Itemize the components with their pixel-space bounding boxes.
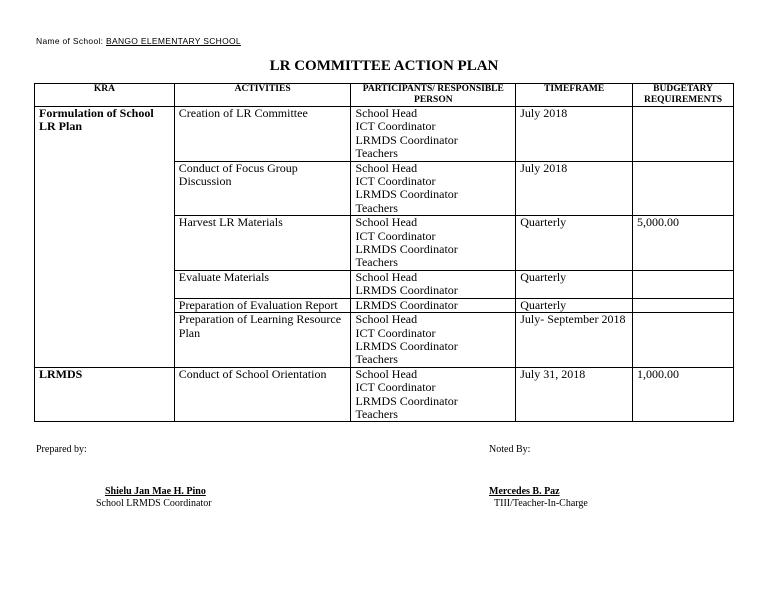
action-plan-table — [34, 83, 734, 422]
column-header-kra: KRA — [35, 84, 175, 107]
budget-cell — [633, 298, 734, 312]
kra-cell: Formulation of School LR Plan — [35, 107, 175, 368]
participant-item: School Head — [355, 160, 418, 175]
timeframe-cell: July 2018 — [516, 161, 633, 216]
activity-cell: Harvest LR Materials — [174, 216, 351, 271]
participant-item: LRMDS Coordinator — [355, 187, 458, 202]
budget-cell — [633, 107, 734, 162]
column-header-timeframe: TIMEFRAME — [516, 84, 633, 107]
participant-item: School Head — [355, 215, 418, 230]
participant-item: Teachers — [355, 146, 398, 161]
column-header-participants: PARTICIPANTS/ RESPONSIBLE PERSON — [351, 84, 516, 107]
participants-cell — [351, 216, 516, 271]
timeframe-cell: July 2018 — [516, 107, 633, 162]
participant-item: LRMDS Coordinator — [355, 297, 458, 312]
table-row — [35, 367, 734, 422]
participant-item: LRMDS Coordinator — [355, 283, 458, 298]
participant-item: Teachers — [355, 255, 398, 270]
activity-cell: Preparation of Evaluation Report — [174, 298, 351, 312]
participant-item: School Head — [355, 366, 418, 381]
school-label: Name of School: — [36, 36, 104, 46]
noted-by-label: Noted By: — [489, 444, 531, 455]
table-header-row — [35, 84, 734, 107]
preparer-title: School LRMDS Coordinator — [96, 498, 212, 509]
column-header-budget: BUDGETARY REQUIREMENTS — [633, 84, 734, 107]
kra-cell: LRMDS — [35, 367, 175, 422]
participants-cell — [351, 298, 516, 312]
participant-item: School Head — [355, 312, 418, 327]
participant-item: Teachers — [355, 200, 398, 215]
participant-item: Teachers — [355, 352, 398, 367]
table-row — [35, 107, 734, 162]
timeframe-cell: July- September 2018 — [516, 313, 633, 368]
page-title: LR COMMITTEE ACTION PLAN — [269, 58, 499, 74]
budget-cell — [633, 161, 734, 216]
participant-item: School Head — [355, 269, 418, 284]
participant-item: ICT Coordinator — [355, 228, 436, 243]
budget-cell — [633, 313, 734, 368]
budget-cell: 1,000.00 — [633, 367, 734, 422]
preparer-name: Shielu Jan Mae H. Pino — [105, 486, 206, 497]
participant-item: ICT Coordinator — [355, 380, 436, 395]
participant-item: Teachers — [355, 406, 398, 421]
activity-cell: Preparation of Learning Resource Plan — [174, 313, 351, 368]
budget-cell: 5,000.00 — [633, 216, 734, 271]
timeframe-cell: Quarterly — [516, 298, 633, 312]
participants-cell — [351, 161, 516, 216]
participants-cell — [351, 313, 516, 368]
activity-cell: Conduct of Focus Group Discussion — [174, 161, 351, 216]
participant-item: ICT Coordinator — [355, 119, 436, 134]
timeframe-cell: Quarterly — [516, 216, 633, 271]
participant-item: LRMDS Coordinator — [355, 393, 458, 408]
participant-item: ICT Coordinator — [355, 174, 436, 189]
timeframe-cell: July 31, 2018 — [516, 367, 633, 422]
column-header-activities: ACTIVITIES — [174, 84, 351, 107]
participants-cell — [351, 367, 516, 422]
activity-cell: Creation of LR Committee — [174, 107, 351, 162]
activity-cell: Evaluate Materials — [174, 270, 351, 298]
participant-item: LRMDS Coordinator — [355, 132, 458, 147]
school-name: BANGO ELEMENTARY SCHOOL — [106, 36, 241, 46]
noter-title: TIII/Teacher-In-Charge — [494, 498, 588, 509]
participant-item: LRMDS Coordinator — [355, 338, 458, 353]
prepared-by-label: Prepared by: — [36, 444, 87, 455]
participant-item: School Head — [355, 106, 418, 120]
participants-cell — [351, 107, 516, 162]
school-name-line — [36, 36, 241, 46]
participant-item: LRMDS Coordinator — [355, 242, 458, 257]
noter-name: Mercedes B. Paz — [489, 486, 560, 497]
activity-cell: Conduct of School Orientation — [174, 367, 351, 422]
participant-item: ICT Coordinator — [355, 325, 436, 340]
participants-cell — [351, 270, 516, 298]
budget-cell — [633, 270, 734, 298]
timeframe-cell: Quarterly — [516, 270, 633, 298]
